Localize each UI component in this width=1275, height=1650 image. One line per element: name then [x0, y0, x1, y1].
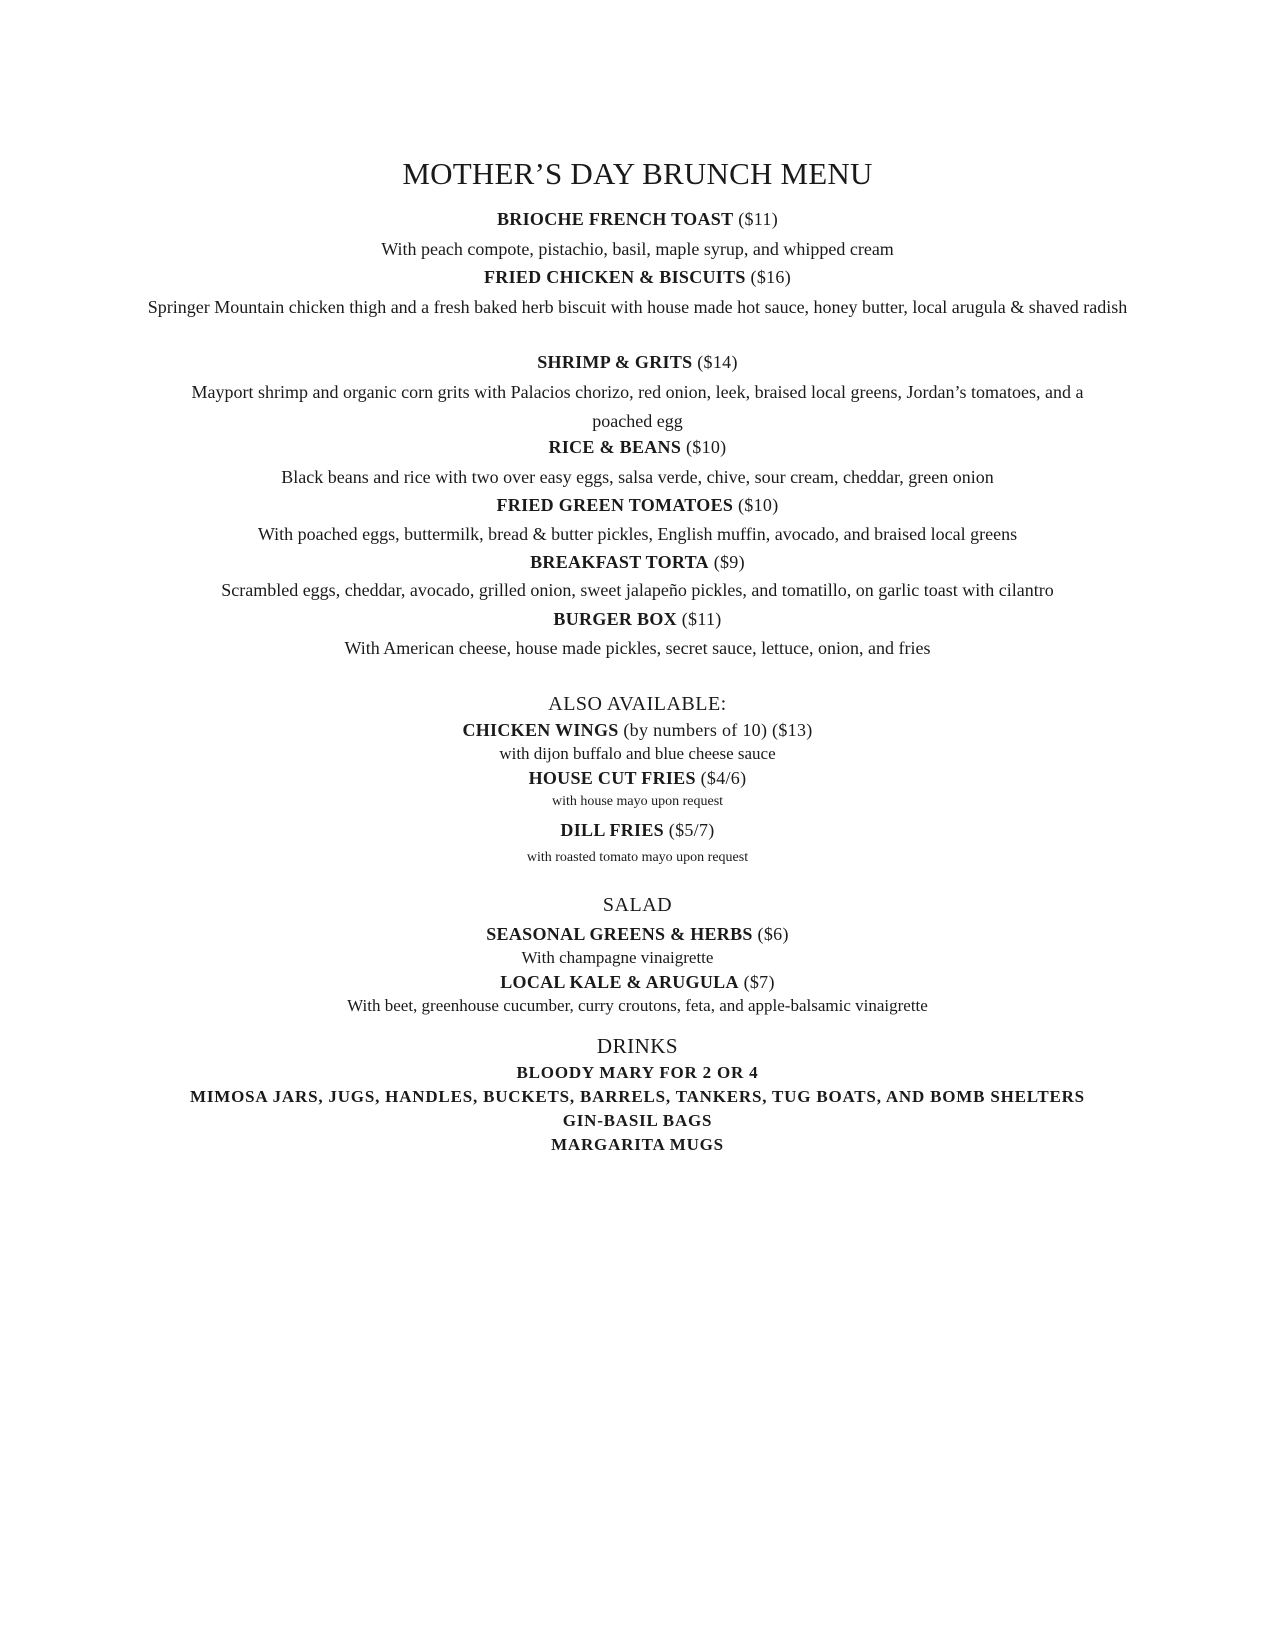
item-name: SEASONAL GREENS & HERBS: [486, 924, 753, 944]
item-name: FRIED CHICKEN & BISCUITS: [483, 267, 746, 287]
item-price: ($9): [713, 552, 745, 572]
item-price: ($6): [757, 924, 789, 944]
menu-title: MOTHER’S DAY BRUNCH MENU: [402, 156, 873, 191]
item-price: ($7): [743, 972, 775, 992]
menu-item-name: [0, 719, 1275, 741]
item-price: ($11): [738, 209, 779, 229]
item-description: with dijon buffalo and blue cheese sauce: [499, 744, 776, 763]
item-description: With American cheese, house made pickles, secret sauce, lettuce, onion, and fries: [344, 638, 931, 658]
item-name: BRIOCHE FRENCH TOAST: [496, 209, 734, 229]
item-description: Scrambled eggs, cheddar, avocado, grilled onion, sweet jalapeño pickles, and tomatillo, on garlic toast with cilantro: [221, 580, 1054, 600]
section-heading-drinks: DRINKS: [596, 1034, 679, 1058]
section-heading-also-available: ALSO AVAILABLE:: [548, 693, 727, 715]
item-price: ($5/7): [668, 820, 715, 840]
item-description: Springer Mountain chicken thigh and a fresh baked herb biscuit with house made hot sauce, honey butter, local arugula & shaved radish: [147, 297, 1128, 317]
item-name: SHRIMP & GRITS: [537, 352, 693, 372]
menu-item-name: [0, 551, 1275, 573]
item-price: (by numbers of 10) ($13): [623, 720, 813, 740]
menu-item-name: [0, 208, 1275, 230]
item-description: With champagne vinaigrette: [521, 948, 714, 967]
item-name: FRIED GREEN TOMATOES: [496, 495, 734, 515]
item-name: HOUSE CUT FRIES: [528, 768, 696, 788]
item-description: with roasted tomato mayo upon request: [526, 850, 749, 865]
item-price: ($16): [750, 267, 792, 287]
menu-item-name: [0, 819, 1275, 841]
menu-item-name: [0, 436, 1275, 458]
menu-item-name: [0, 266, 1275, 288]
item-price: ($10): [738, 495, 779, 515]
menu-item-name: [0, 494, 1275, 516]
item-price: ($14): [697, 352, 738, 372]
item-price: ($4/6): [700, 768, 747, 788]
menu-item-name: [0, 351, 1275, 373]
menu-item-name: [0, 923, 1275, 945]
item-description: With poached eggs, buttermilk, bread & butter pickles, English muffin, avocado, and braised local greens: [257, 524, 1018, 544]
item-price: ($10): [685, 437, 727, 457]
drink-item: GIN-BASIL BAGS: [562, 1111, 713, 1130]
item-name: DILL FRIES: [560, 820, 664, 840]
item-description: Mayport shrimp and organic corn grits with Palacios chorizo, red onion, leek, braised local greens, Jordan’s tomatoes, and a poached egg: [191, 382, 1084, 431]
item-description: with house mayo upon request: [551, 794, 724, 809]
item-description: Black beans and rice with two over easy eggs, salsa verde, chive, sour cream, cheddar, green onion: [281, 467, 994, 487]
section-heading-salad: SALAD: [602, 894, 673, 916]
item-description: With peach compote, pistachio, basil, maple syrup, and whipped cream: [381, 239, 894, 259]
menu-item-name: [0, 767, 1275, 789]
drink-item: BLOODY MARY FOR 2 OR 4: [516, 1063, 759, 1082]
item-name: CHICKEN WINGS: [462, 720, 619, 740]
item-price: ($11): [681, 609, 722, 629]
drink-item: MIMOSA JARS, JUGS, HANDLES, BUCKETS, BARRELS, TANKERS, TUG BOATS, AND BOMB SHELTERS: [190, 1087, 1085, 1106]
drink-item: MARGARITA MUGS: [551, 1135, 724, 1154]
item-name: BURGER BOX: [553, 609, 677, 629]
item-description: With beet, greenhouse cucumber, curry croutons, feta, and apple-balsamic vinaigrette: [347, 996, 928, 1015]
menu-item-name: [0, 971, 1275, 993]
item-name: RICE & BEANS: [548, 437, 682, 457]
item-name: BREAKFAST TORTA: [530, 552, 709, 572]
menu-item-name: [0, 608, 1275, 630]
item-name: LOCAL KALE & ARUGULA: [500, 972, 739, 992]
